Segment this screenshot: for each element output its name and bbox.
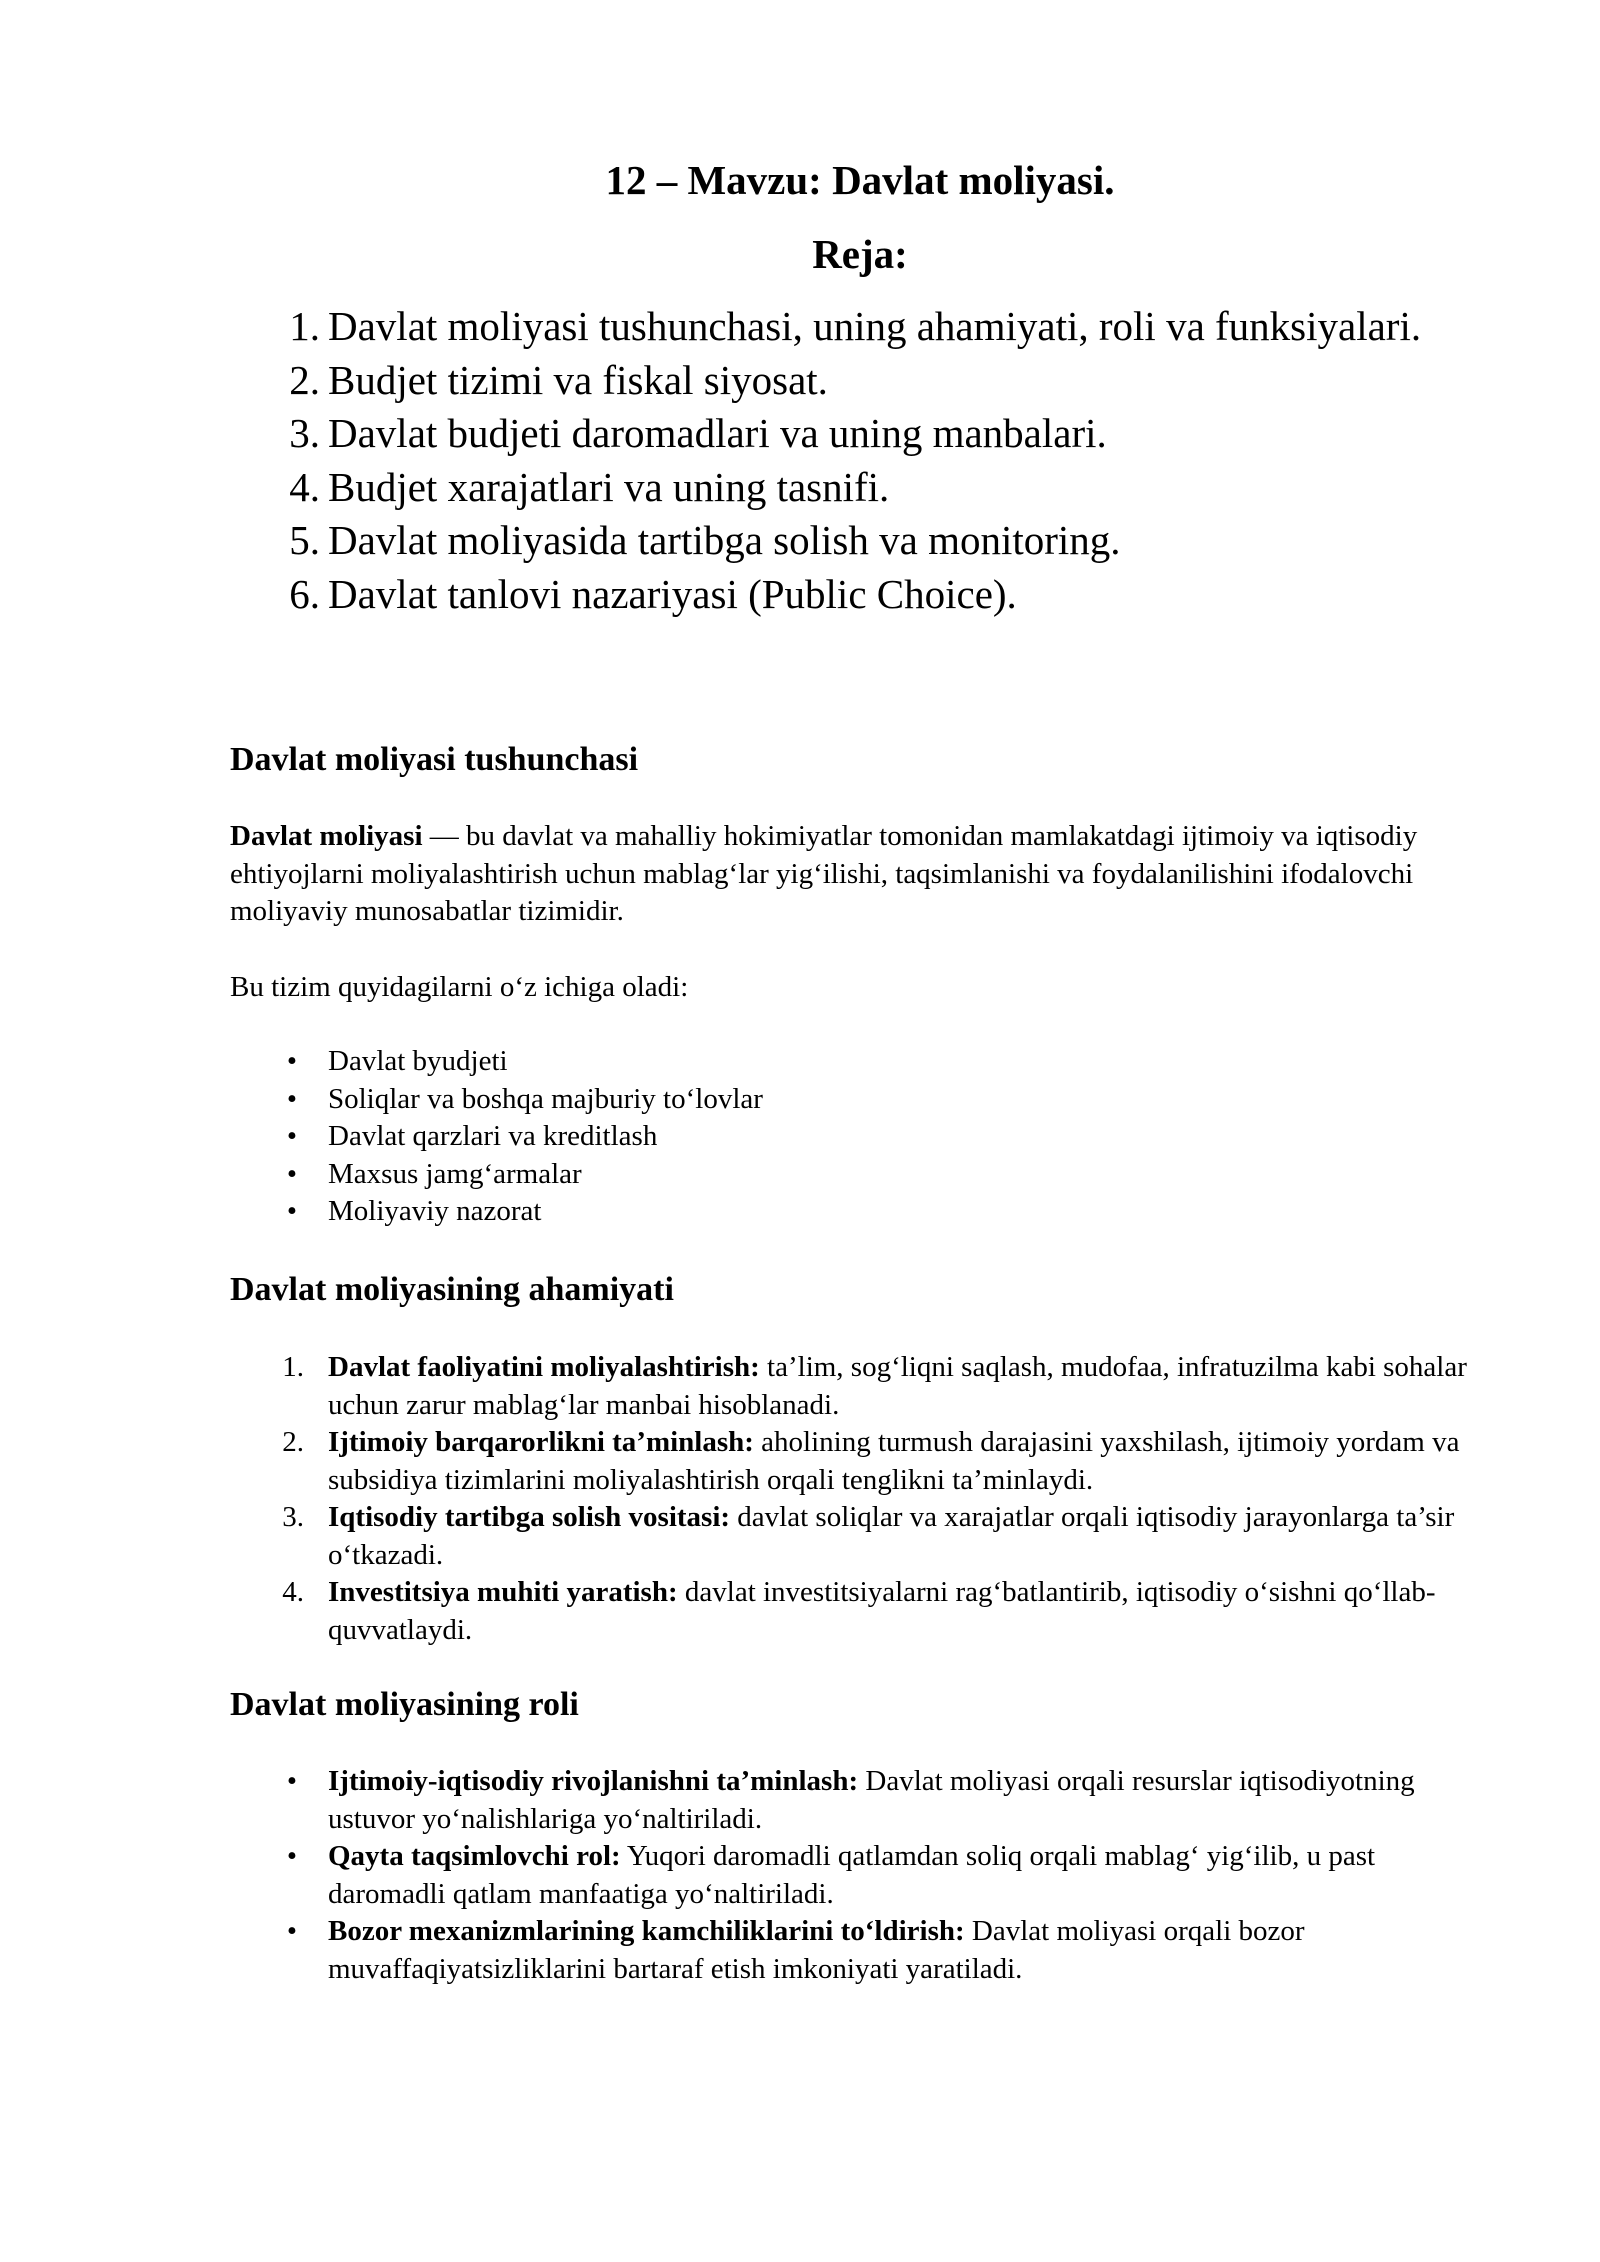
- list-item: [270, 1913, 1470, 1988]
- plan-item-number: 3.: [289, 410, 320, 456]
- definition-paragraph: [230, 818, 1470, 931]
- plan-item: [270, 514, 1421, 568]
- definition-text: — bu davlat va mahalliy hokimiyatlar tomonidan mamlakatdagi ijtimoiy va iqtisodiy ehtiyojlarni moliyalashtirish uchun mablag‘lar yig‘ilishi, taqsimlanishi va foydalanilishini ifodalovchi moliyaviy munosabatlar tizimidir.: [230, 820, 1418, 927]
- item-number: 1.: [282, 1351, 304, 1383]
- item-term: Investitsiya muhiti yaratish:: [328, 1576, 678, 1608]
- item-number: 3.: [282, 1501, 304, 1533]
- list-item: [270, 1156, 1470, 1194]
- section-heading-role: Davlat moliyasining roli: [230, 1686, 579, 1723]
- role-list: [270, 1763, 1470, 1988]
- bullet-icon: •: [286, 1157, 298, 1190]
- plan-item-number: 2.: [289, 356, 320, 403]
- numbered-item: [270, 1349, 1470, 1424]
- page-title: 12 – Mavzu: Davlat moliyasi.: [605, 157, 1115, 203]
- list-item-text: Maxsus jamg‘armalar: [328, 1157, 582, 1190]
- bullet-icon: •: [286, 1045, 298, 1077]
- item-text: Yuqori daromadli qatlamdan soliq orqali mablag‘ yig‘ilib, u past daromadli qatlam manfaatiga yo‘naltiriladi.: [328, 1840, 1376, 1910]
- bullet-icon: •: [286, 1765, 298, 1797]
- item-term: Ijtimoiy-iqtisodiy rivojlanishni ta’minlash:: [328, 1765, 859, 1797]
- bullet-icon: •: [286, 1195, 298, 1227]
- list-item-text: Davlat qarzlari va kreditlash: [328, 1120, 658, 1152]
- intro-paragraph: Bu tizim quyidagilarni o‘z ichiga oladi:: [230, 971, 689, 1003]
- list-item-text: Davlat byudjeti: [328, 1045, 508, 1077]
- item-term: Davlat faoliyatini moliyalashtirish:: [328, 1351, 760, 1383]
- plan-item: [270, 568, 1421, 622]
- plan-item-text: Davlat budjeti daromadlari va uning manbalari.: [328, 410, 1107, 456]
- item-term: Ijtimoiy barqarorlikni ta’minlash:: [328, 1426, 754, 1458]
- bullet-icon: •: [286, 1915, 298, 1947]
- list-item: [270, 1838, 1470, 1913]
- plan-item: [270, 354, 1421, 408]
- item-text: aholining turmush darajasini yaxshilash, ijtimoiy yordam va subsidiya tizimlarini moliyalashtirish orqali tenglikni ta’minlaydi.: [328, 1426, 1460, 1496]
- plan-item-number: 6.: [289, 570, 320, 617]
- section-heading-concept: Davlat moliyasi tushunchasi: [230, 741, 639, 778]
- components-list: [270, 1043, 1470, 1231]
- item-text: davlat investitsiyalarni rag‘batlantirib, iqtisodiy o‘sishni qo‘llab-quvvatlaydi.: [328, 1576, 1436, 1646]
- plan-item-text: Davlat moliyasi tushunchasi, uning ahamiyati, roli va funksiyalari.: [328, 303, 1422, 349]
- plan-item-text: Budjet xarajatlari va uning tasnifi.: [328, 463, 890, 510]
- item-text: Davlat moliyasi orqali resurslar iqtisodiyotning ustuvor yo‘nalishlariga yo‘naltiriladi.: [328, 1765, 1415, 1835]
- plan-item: [270, 300, 1421, 354]
- item-number: 4.: [282, 1576, 304, 1608]
- item-term: Qayta taqsimlovchi rol:: [328, 1840, 621, 1872]
- item-number: 2.: [282, 1426, 304, 1458]
- list-item-text: Moliyaviy nazorat: [328, 1195, 542, 1227]
- list-item: [270, 1763, 1470, 1838]
- plan-item-text: Davlat tanlovi nazariyasi (Public Choice).: [328, 570, 1017, 617]
- plan-list: [270, 300, 1421, 621]
- bullet-icon: •: [286, 1120, 298, 1152]
- plan-item-text: Budjet tizimi va fiskal siyosat.: [328, 356, 828, 403]
- list-item: [270, 1081, 1470, 1119]
- numbered-item: [270, 1424, 1470, 1499]
- plan-item-text: Davlat moliyasida tartibga solish va monitoring.: [328, 517, 1121, 563]
- item-text: Davlat moliyasi orqali bozor muvaffaqiyatsizliklarini bartaraf etish imkoniyati yaratiladi.: [328, 1915, 1305, 1985]
- definition-term: Davlat moliyasi: [230, 820, 423, 852]
- bullet-icon: •: [286, 1840, 298, 1872]
- item-text: davlat soliqlar va xarajatlar orqali iqtisodiy jarayonlarga ta’sir o‘tkazadi.: [328, 1501, 1455, 1571]
- plan-item: [270, 461, 1421, 515]
- item-text: ta’lim, sog‘liqni saqlash, mudofaa, infratuzilma kabi sohalar uchun zarur mablag‘lar manbai hisoblanadi.: [328, 1351, 1467, 1421]
- plan-item-number: 5.: [289, 517, 320, 563]
- bullet-icon: •: [286, 1082, 298, 1115]
- numbered-item: [270, 1574, 1470, 1649]
- list-item: [270, 1193, 1470, 1231]
- item-term: Iqtisodiy tartibga solish vositasi:: [328, 1501, 731, 1533]
- plan-heading: Reja:: [812, 231, 908, 277]
- plan-item-number: 4.: [289, 463, 320, 510]
- plan-item: [270, 407, 1421, 461]
- importance-list: [270, 1349, 1470, 1649]
- numbered-item: [270, 1499, 1470, 1574]
- list-item: [270, 1043, 1470, 1081]
- list-item: [270, 1118, 1470, 1156]
- plan-item-number: 1.: [289, 303, 320, 349]
- item-term: Bozor mexanizmlarining kamchiliklarini to‘ldirish:: [328, 1915, 965, 1947]
- section-heading-importance: Davlat moliyasining ahamiyati: [230, 1271, 674, 1308]
- list-item-text: Soliqlar va boshqa majburiy to‘lovlar: [328, 1082, 763, 1115]
